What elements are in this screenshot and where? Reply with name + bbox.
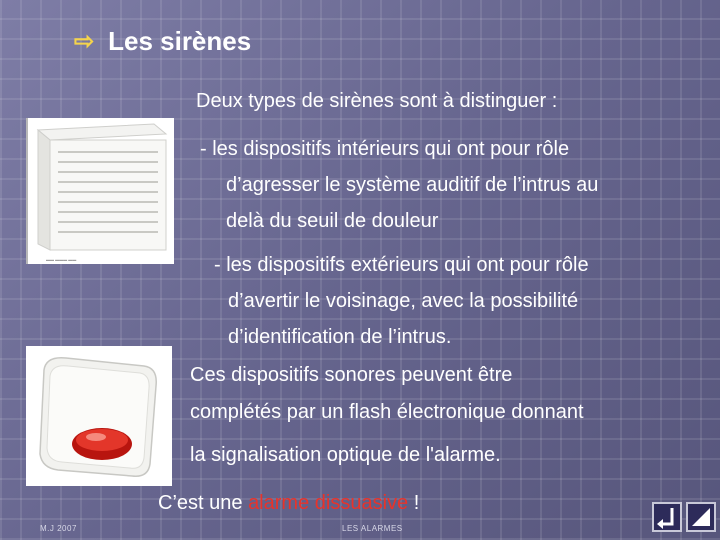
interior-line-2: d’agresser le système auditif de l’intrus au — [226, 174, 599, 196]
footer-title: LES ALARMES — [342, 524, 403, 533]
interior-siren-image — [26, 118, 174, 264]
exterior-line-3: d’identification de l’intrus. — [228, 326, 452, 348]
flash-line-2: complétés par un flash électronique donnant — [190, 401, 584, 423]
flash-paragraph — [190, 357, 584, 474]
return-button[interactable] — [652, 502, 682, 532]
return-arrow-icon — [654, 504, 680, 530]
exterior-siren-image — [26, 346, 172, 486]
conclusion-highlight: alarme dissuasive — [248, 492, 409, 514]
interior-sirens-paragraph — [200, 131, 598, 239]
exterior-sirens-paragraph — [202, 247, 589, 355]
interior-line-1: - les dispositifs intérieurs qui ont pour rôle — [200, 138, 570, 160]
flash-line-1: Ces dispositifs sonores peuvent être — [190, 364, 513, 386]
next-slide-button[interactable] — [686, 502, 716, 532]
conclusion-suffix: ! — [408, 492, 420, 514]
next-triangle-icon — [688, 504, 714, 530]
footer-author-date: M.J 2007 — [40, 524, 77, 533]
slide-title — [74, 26, 251, 57]
image-caption-mark: ▬▬ ▬▬▬ ▬▬ — [46, 257, 77, 262]
exterior-line-2: d’avertir le voisinage, avec la possibilité — [228, 290, 579, 312]
conclusion-prefix: C’est une — [158, 492, 249, 514]
interior-line-3: delà du seuil de douleur — [226, 210, 439, 232]
conclusion-line — [158, 485, 419, 521]
flash-line-3: la signalisation optique de l'alarme. — [190, 444, 501, 466]
intro-text: Deux types de sirènes sont à distinguer : — [196, 90, 558, 112]
exterior-line-1: - les dispositifs extérieurs qui ont pour rôle — [214, 254, 589, 276]
title-arrow-icon: ⇨ — [74, 28, 95, 55]
slide-title-text: Les sirènes — [108, 26, 252, 56]
